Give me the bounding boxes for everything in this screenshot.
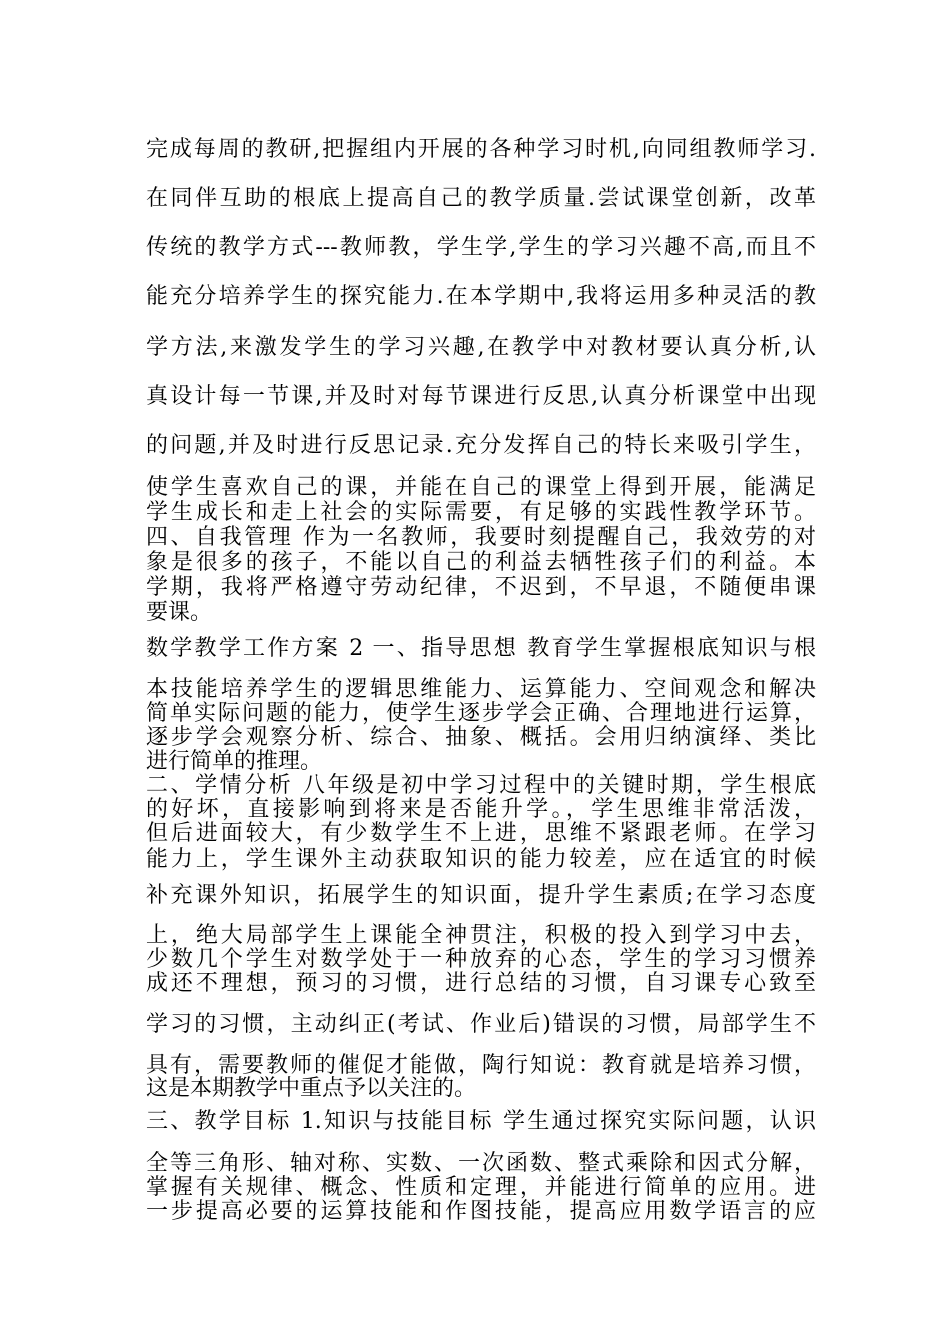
text-line: 这是本期教学中重点予以关注的。 (146, 1076, 477, 1101)
text-line: 能充分培养学生的探究能力.在本学期中,我将运用多种灵活的教 (146, 284, 816, 309)
text-line: 本技能培养学生的逻辑思维能力、运算能力、空间观念和解决 (146, 677, 816, 702)
text-line: 使学生喜欢自己的课，并能在自己的课堂上得到开展，能满足 (146, 475, 816, 500)
text-line: 数学教学工作方案 2 一、指导思想 教育学生掌握根底知识与根 (146, 636, 816, 661)
text-line: 四、自我管理 作为一名教师，我要时刻提醒自己，我效劳的对 (146, 525, 816, 550)
text-line: 要课。 (146, 600, 213, 625)
text-line: 上，绝大局部学生上课能全神贯注，积极的投入到学习中去， (146, 923, 816, 948)
text-line: 学习的习惯，主动纠正(考试、作业后)错误的习惯，局部学生不 (146, 1012, 816, 1037)
text-line: 掌握有关规律、概念、性质和定理，并能进行简单的应用。进 (146, 1175, 816, 1200)
text-line: 的问题,并及时进行反思记录.充分发挥自己的特长来吸引学生， (146, 433, 816, 458)
text-line: 三、教学目标 1.知识与技能目标 学生通过探究实际问题，认识 (146, 1109, 816, 1134)
text-line: 简单实际问题的能力，使学生逐步学会正确、合理地进行运算， (146, 701, 816, 726)
text-line: 在同伴互助的根底上提高自己的教学质量.尝试课堂创新，改革 (146, 186, 816, 211)
text-line: 成还不理想，预习的习惯，进行总结的习惯，自习课专心致至 (146, 971, 816, 996)
text-line: 真设计每一节课,并及时对每节课进行反思,认真分析课堂中出现 (146, 384, 816, 409)
text-line: 能力上，学生课外主动获取知识的能力较差，应在适宜的时候 (146, 847, 816, 872)
text-line: 传统的教学方式---教师教，学生学,学生的学习兴趣不高,而且不 (146, 235, 816, 260)
text-line: 象是很多的孩子，不能以自己的利益去牺牲孩子们的利益。本 (146, 550, 816, 575)
text-line: 但后进面较大，有少数学生不上进，思维不紧跟老师。在学习 (146, 821, 816, 846)
text-line: 具有，需要教师的催促才能做，陶行知说：教育就是培养习惯， (146, 1053, 816, 1078)
text-line: 全等三角形、轴对称、实数、一次函数、整式乘除和因式分解， (146, 1151, 816, 1176)
text-line: 一步提高必要的运算技能和作图技能，提高应用数学语言的应 (146, 1199, 816, 1224)
text-line: 学生成长和走上社会的实际需要，有足够的实践性教学环节。 (146, 500, 816, 525)
text-line: 补充课外知识，拓展学生的知识面，提升学生素质;在学习态度 (146, 883, 816, 908)
text-line: 逐步学会观察分析、综合、抽象、概括。会用归纳演绎、类比 (146, 725, 816, 750)
text-line: 学方法,来激发学生的学习兴趣,在教学中对教材要认真分析,认 (146, 335, 816, 360)
text-line: 少数几个学生对数学处于一种放弃的心态，学生的学习习惯养 (146, 947, 816, 972)
text-line: 的好坏，直接影响到将来是否能升学。，学生思维非常活泼， (146, 797, 816, 822)
text-line: 二、学情分析 八年级是初中学习过程中的关键时期，学生根底 (146, 773, 816, 798)
text-line: 学期，我将严格遵守劳动纪律，不迟到，不早退，不随便串课 (146, 575, 816, 600)
text-line: 完成每周的教研,把握组内开展的各种学习时机,向同组教师学习. (146, 137, 816, 162)
text-line: 进行简单的推理。 (146, 749, 323, 774)
